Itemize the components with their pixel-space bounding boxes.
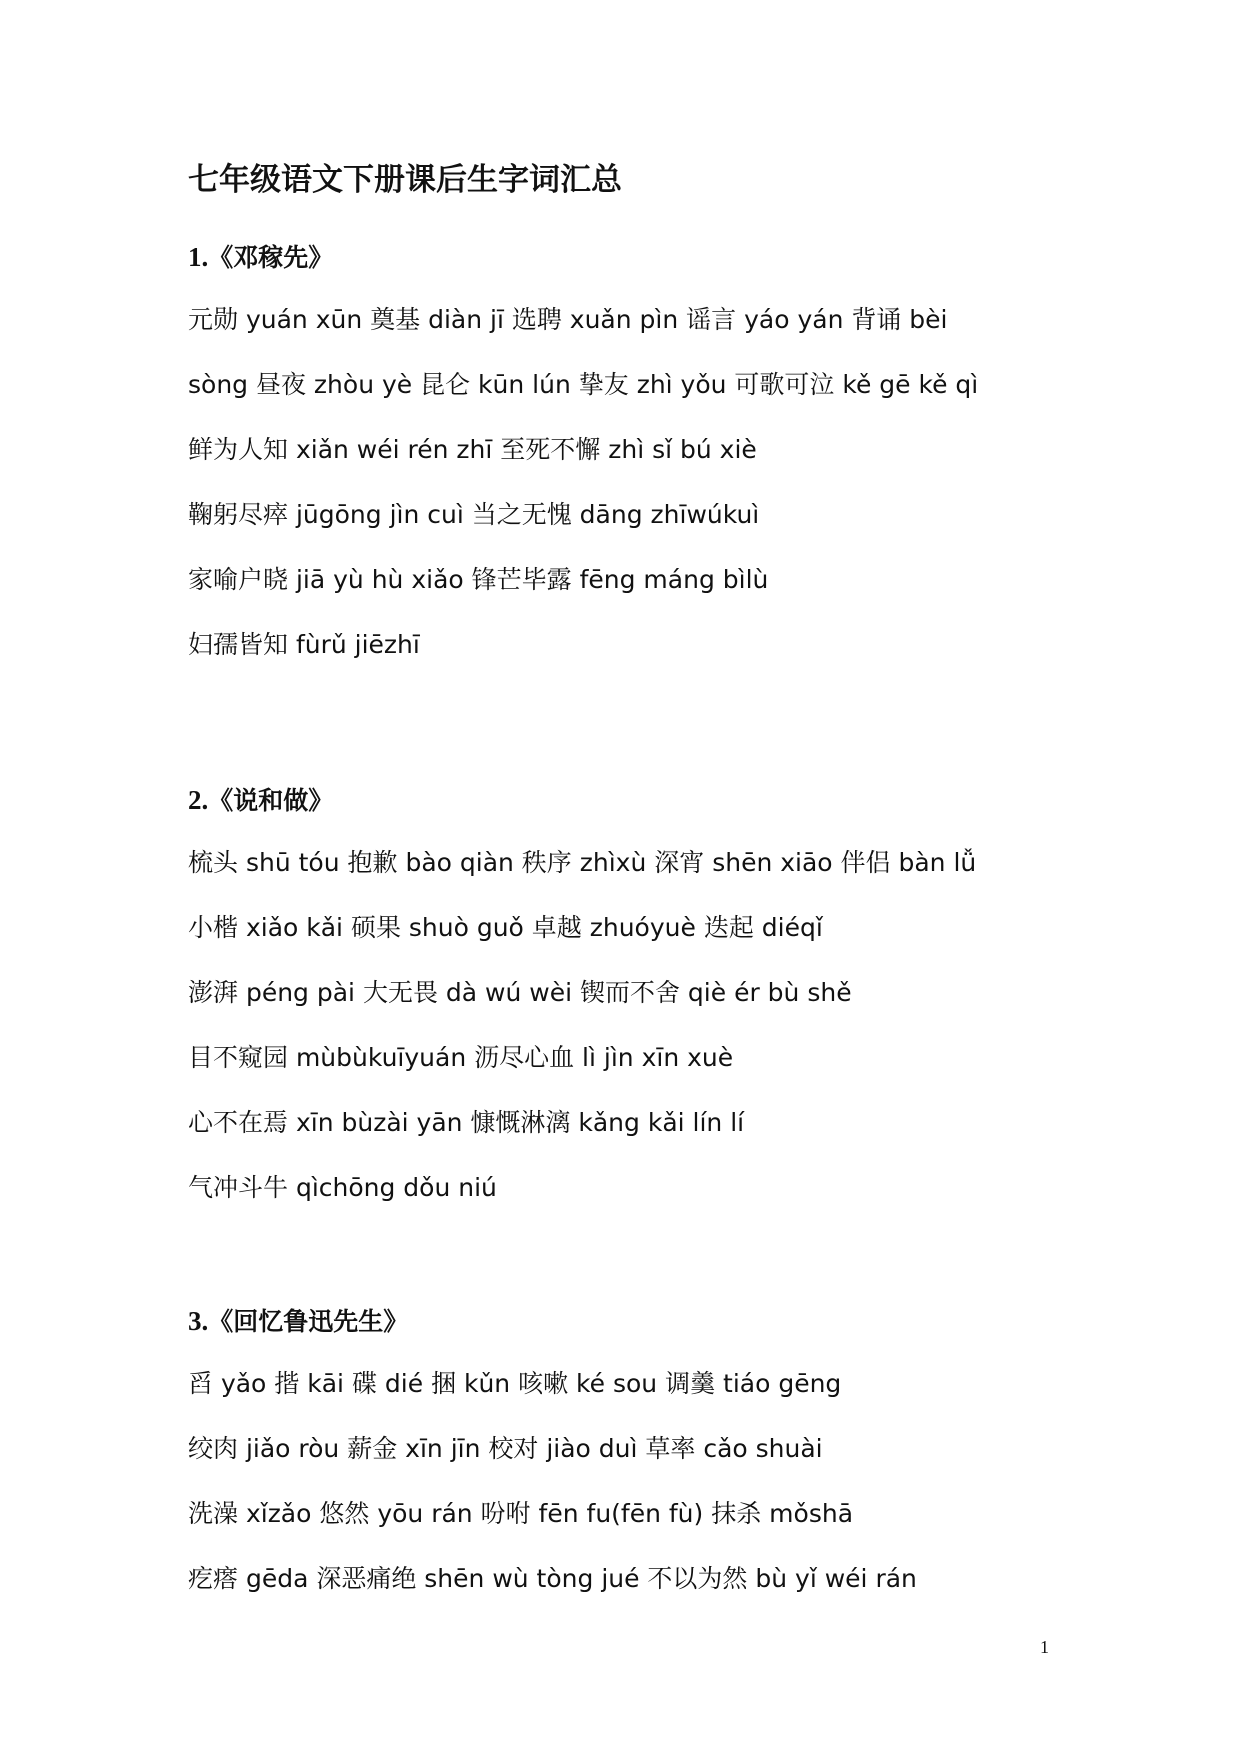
vocab-line: 心不在焉 xīn bùzài yān 慷慨淋漓 kǎng kǎi lín lí — [188, 1108, 745, 1137]
vocab-lines — [188, 300, 1088, 665]
section-number: 1. — [188, 242, 209, 272]
vocab-line: 妇孺皆知 fùrǔ jiēzhī — [188, 630, 420, 659]
section-heading — [188, 1301, 1088, 1342]
vocab-line: 澎湃 péng pài 大无畏 dà wú wèi 锲而不舍 qiè ér bù shě — [188, 978, 852, 1007]
vocab-line: 梳头 shū tóu 抱歉 bào qiàn 秩序 zhìxù 深宵 shēn xiāo 伴侣 bàn lǚ — [188, 848, 977, 877]
vocab-line: 鞠躬尽瘁 jūgōng jìn cuì 当之无愧 dāng zhīwúkuì — [188, 500, 760, 529]
section-name: 《回忆鲁迅先生》 — [208, 1307, 409, 1336]
vocab-line: 小楷 xiǎo kǎi 硕果 shuò guǒ 卓越 zhuóyuè 迭起 diéqǐ — [188, 913, 823, 942]
section-3 — [188, 1301, 1088, 1599]
document-title: 七年级语文下册课后生字词汇总 — [188, 162, 622, 198]
vocab-line: 目不窥园 mùbùkuīyuán 沥尽心血 lì jìn xīn xuè — [188, 1043, 734, 1072]
vocab-line: 鲜为人知 xiǎn wéi rén zhī 至死不懈 zhì sǐ bú xiè — [188, 435, 757, 464]
vocab-line: sòng 昼夜 zhòu yè 昆仑 kūn lún 挚友 zhì yǒu 可歌可泣 kě gē kě qì — [188, 370, 979, 399]
vocab-line: 气冲斗牛 qìchōng dǒu niú — [188, 1173, 497, 1202]
vocab-line: 绞肉 jiǎo ròu 薪金 xīn jīn 校对 jiào duì 草率 cǎo shuài — [188, 1434, 823, 1463]
vocab-line: 疙瘩 gēda 深恶痛绝 shēn wù tòng jué 不以为然 bù yǐ wéi rán — [188, 1564, 917, 1593]
section-2 — [188, 780, 1088, 1208]
section-heading — [188, 237, 1088, 278]
section-heading — [188, 780, 1088, 821]
vocab-line: 家喻户晓 jiā yù hù xiǎo 锋芒毕露 fēng máng bìlù — [188, 565, 769, 594]
page-number: 1 — [1040, 1637, 1049, 1657]
section-number: 3. — [188, 1306, 209, 1336]
vocab-line: 元勋 yuán xūn 奠基 diàn jī 选聘 xuǎn pìn 谣言 yáo yán 背诵 bèi — [188, 305, 948, 334]
section-name: 《邓稼先》 — [208, 243, 334, 272]
section-name: 《说和做》 — [208, 786, 334, 815]
vocab-line: 舀 yǎo 揩 kāi 碟 dié 捆 kǔn 咳嗽 ké sou 调羹 tiáo gēng — [188, 1369, 842, 1398]
section-number: 2. — [188, 785, 209, 815]
section-1 — [188, 237, 1088, 665]
vocab-line: 洗澡 xǐzǎo 悠然 yōu rán 吩咐 fēn fu(fēn fù) 抹杀 mǒshā — [188, 1499, 854, 1528]
vocab-lines — [188, 843, 1088, 1208]
vocab-lines — [188, 1364, 1088, 1599]
